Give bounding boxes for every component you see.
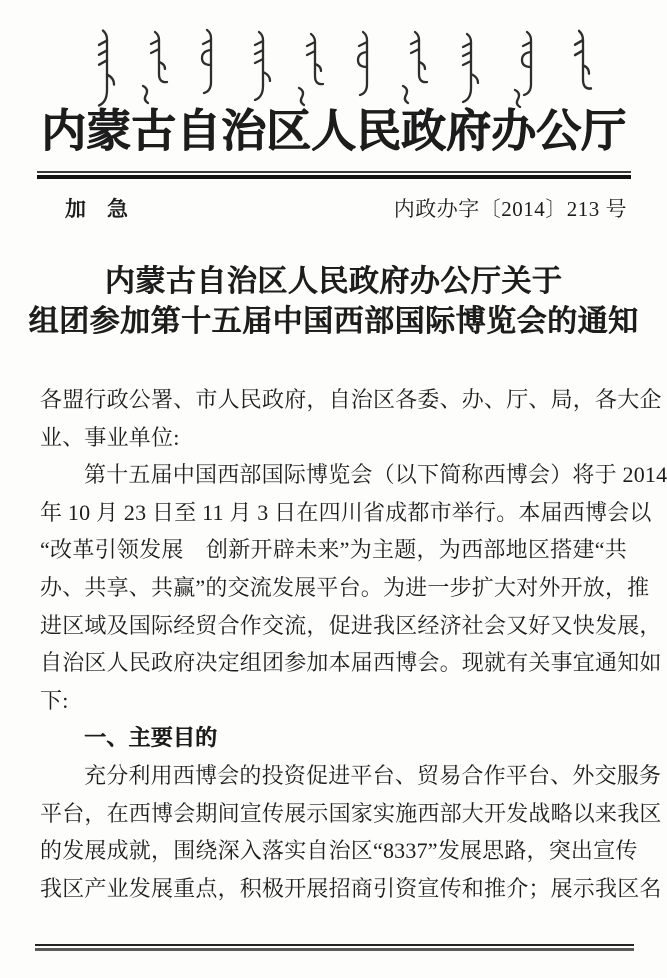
document-title [0,262,667,342]
document-title-line1: 内蒙古自治区人民政府办公厅关于 [104,265,563,298]
document-number: 内政办字〔2014〕213 号 [393,197,627,221]
header-rule [37,171,631,179]
body-line: 各盟行政公署、市人民政府，自治区各委、办、厅、局，各大企 [40,387,662,412]
document-title-line2: 组团参加第十五届中国西部国际博览会的通知 [28,305,639,338]
section-heading: 一、主要目的 [84,725,218,751]
body-line: 进区域及国际经贸合作交流，促进我区经济社会又好又快发展， [40,612,662,638]
document-body [40,381,667,907]
body-line: “改革引领发展 创新开辟未来”为主题，为西部地区搭建“共 [40,537,627,563]
footer-rule [35,944,634,951]
body-line: 充分利用西博会的投资促进平台、贸易合作平台、外交服务 [84,762,662,788]
body-line: 下: [40,687,69,713]
body-line: 的发展成就，围绕深入落实自治区“8337”发展思路，突出宣传 [40,838,638,864]
body-line: 我区产业发展重点，积极开展招商引资宣传和推介；展示我区名 [40,875,662,901]
mongolian-script [0,24,667,108]
body-line: 业、事业单位: [40,424,180,450]
meta-row [40,195,627,223]
body-line: 年 10 月 23 日至 11 月 3 日在四川省成都市举行。本届西博会以 [40,499,652,525]
agency-name: 内蒙古自治区人民政府办公厅 [40,106,626,156]
body-line: 第十五届中国西部国际博览会（以下简称西博会）将于 2014 [84,462,667,488]
body-line: 平台，在西博会期间宣传展示国家实施西部大开发战略以来我区 [40,800,662,826]
body-line: 自治区人民政府决定组团参加本届西博会。现就有关事宜通知如 [40,650,662,676]
urgency-label: 加 急 [65,197,128,221]
body-line: 办、共享、共赢”的交流发展平台。为进一步扩大对外开放，推 [40,574,650,600]
